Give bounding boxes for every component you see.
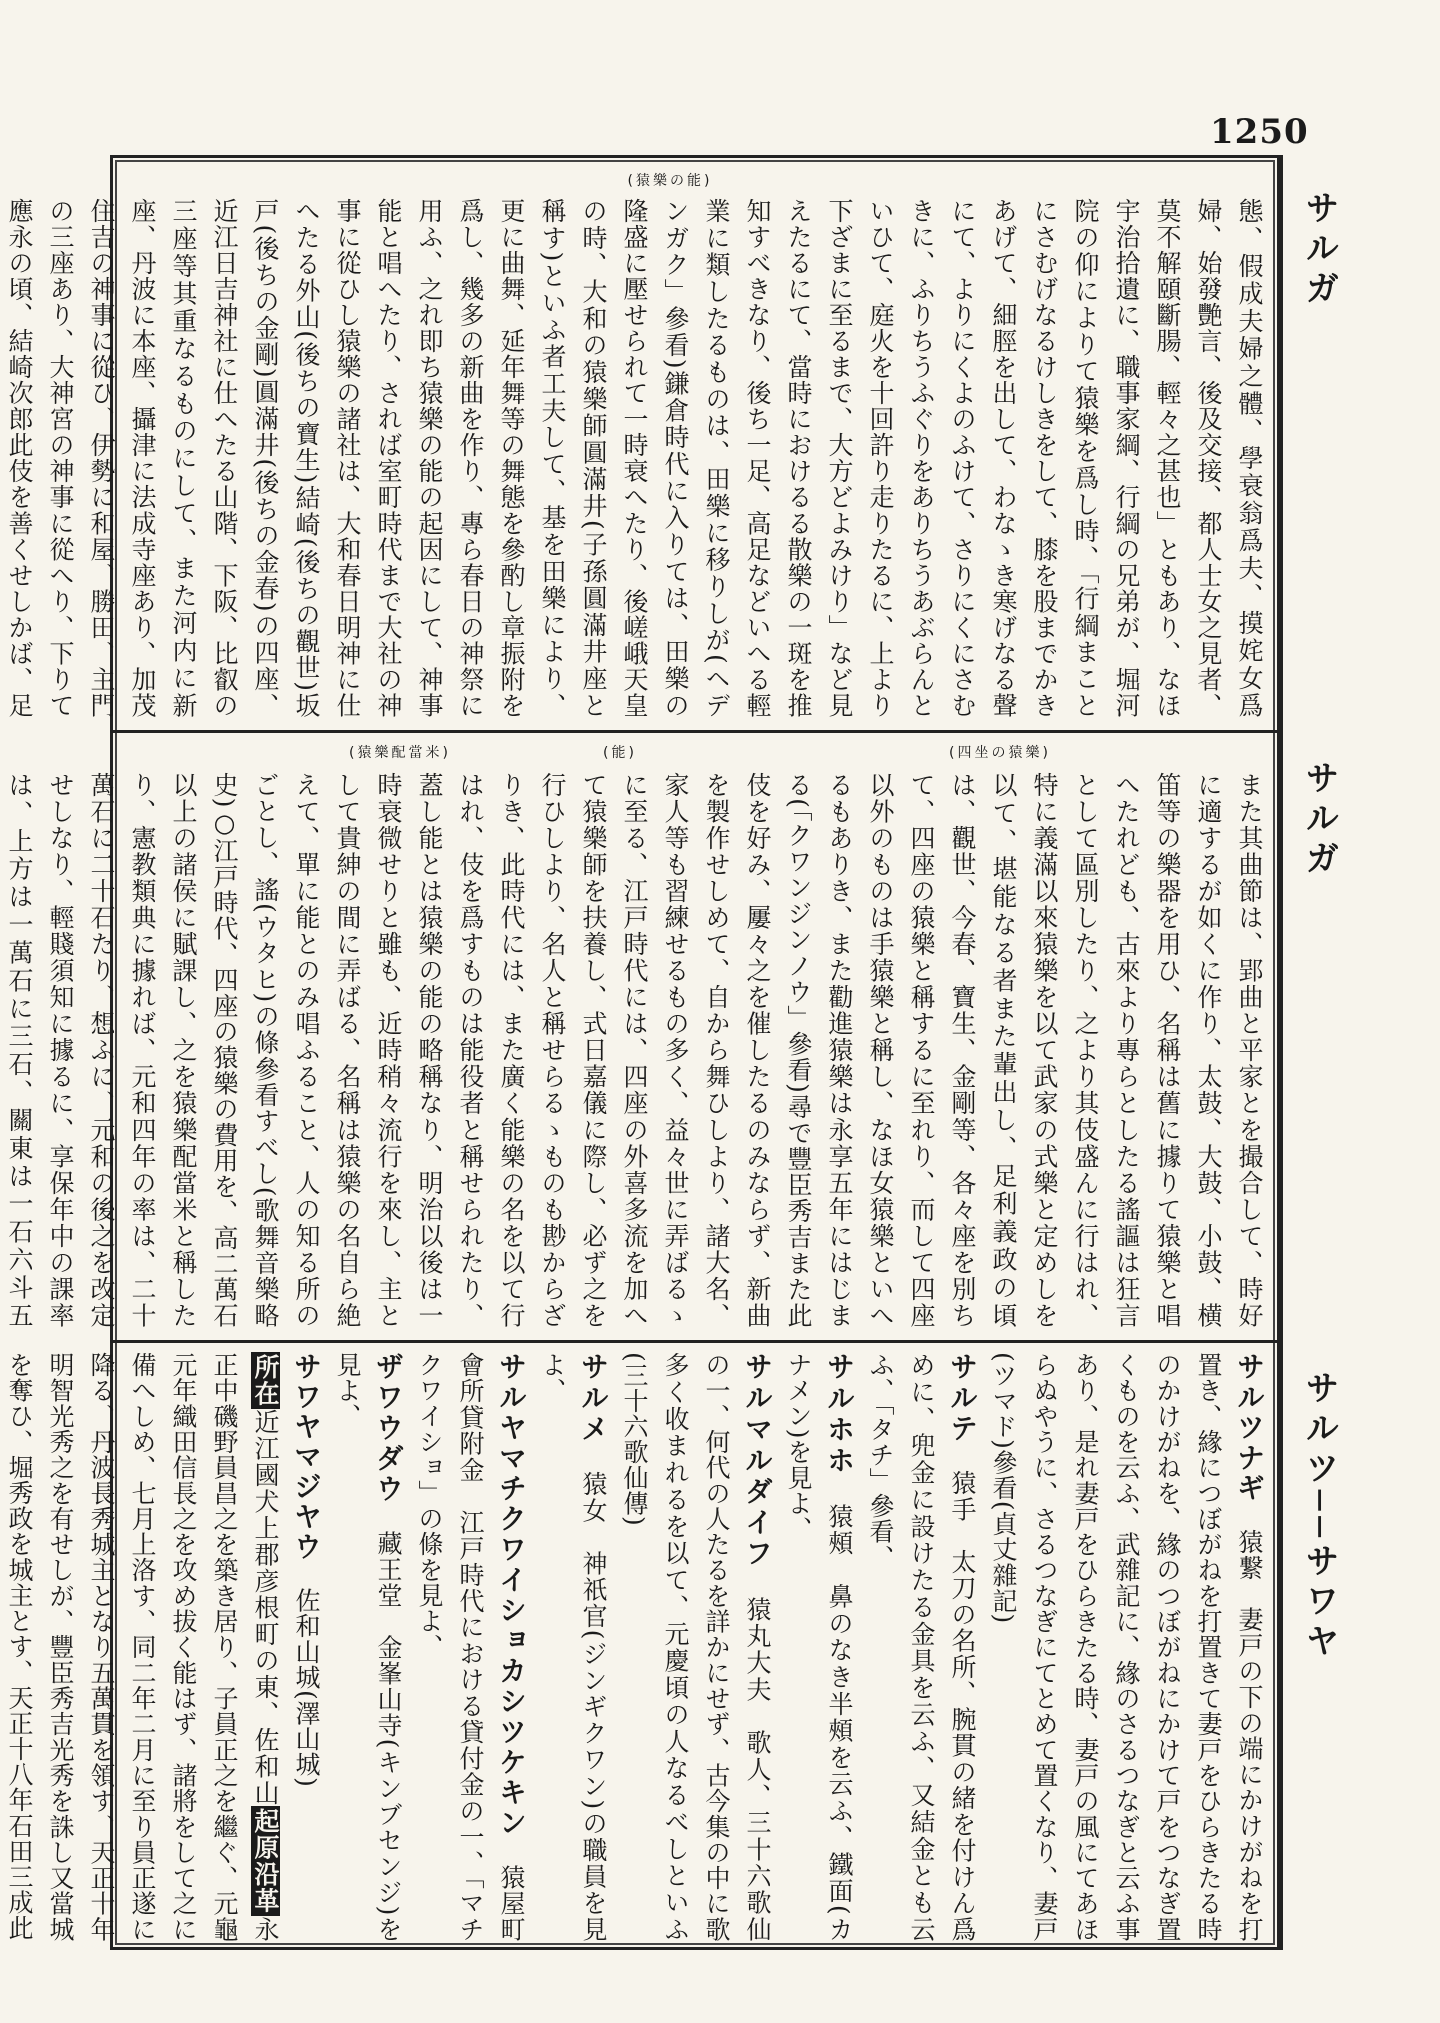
entry-text: 猿手 太刀の名所、腕貫の緒を付けん爲めに、兜金に設けたる金具を云ふ、又結金とも云ふ、「タチ」參看、 <box>866 1352 977 1942</box>
entries-column <box>5 1352 1270 1943</box>
entry-text: 近江國犬上郡彦根町の東、佐和山 <box>251 1409 280 1807</box>
entry-text: 猿頰 鼻のなき半頰を云ふ、鐵面(カナメン)を見よ、 <box>784 1352 854 1942</box>
label-location: 所在 <box>251 1354 280 1407</box>
entry-keyword: サルマルダイフ <box>741 1352 774 1570</box>
page-number: 1250 <box>1210 112 1309 152</box>
entry-keyword: サルホホ <box>823 1352 856 1477</box>
entry-zaodo <box>327 1352 409 1942</box>
section-sarugaku-noh: 態、假成夫婦之體、學衰翁爲夫、摸姹女爲婦、始發艷言、後及交接、都人士女之見者、莫不解頤斷腸、輕々之甚也」ともあり、なほ宇治拾遺に、職事家綱、行綱の兄弟が、堀河院の仰によりて猿樂を爲し時、「行綱まことにさむげなるけしきをして、膝を股までかきあげて、細脛を出して、わなゝき寒げなる聲にて、よりにくよのふけて、さりにくにさむきに、ふりちうふぐりをありちうあぶらんといひて、庭火を十回許り走りたるに、上より下ざまに至るまで、大方どよみけり」など見えたるにて、當時におけるる散樂の一斑を推知すべきなり、後ち一足、高足などいへる輕業に類したるものは、田樂に移りしが(ヘデンガク」參看)鎌倉時代に入りては、田樂の隆盛に壓せられて一時衰へたり、後嵯峨天皇の時、大和の猿樂師圓滿井(子孫圓滿井座と稱す)といふ者工夫して、基を田樂により、更に曲舞、延年舞等の舞態を參酌し章振附を爲し、幾多の新曲を作り、專ら春日の神祭に用ふ、之れ即ち猿樂の能の起因にして、神事能と唱へたり、されば室町時代まで大社の神事に從ひし猿樂の諸社は、大和春日明神に仕へたる外山(後ちの寶生)結崎(後ちの觀世)坂戸(後ちの金剛)圓滿井(後ちの金春)の四座、近江日吉神社に仕へたる山階、下阪、比叡の三座等其重なるものにして、また河内に新座、丹波に本座、攝津に法成寺座あり、加茂住吉の神事に從ひ、伊勢に和屋、勝田、主門の三座あり、大神宮の神事に從へり、下りて應永の頃、結崎次郎此伎を善くせしかば、足 <box>5 198 1264 718</box>
section-text-four-troupes: また其曲節は、郢曲と平家とを撮合して、時好に適するが如くに作り、太鼓、大鼓、小鼓、横笛等の樂器を用ひ、名稱は舊に據りて猿樂と唱へたれども、古來より專らとしたる謠謳は狂言として區別したり、之より其伎盛んに行はれ、特に義滿以來猿樂を以て武家の式樂と定めしを以て、堪能なる者また輩出し、足利義政の頃は、觀世、今春、寶生、金剛等、各々座を別ちて、四座の猿樂と稱するに至れり、而して四座以外のものは手猿樂と稱し、なほ女猿樂といへるもありき、また勸進猿樂は永享五年にはじまる(「クワンジンノウ」參看)尋で豐臣秀吉また此伎を好み、屢々之を催したるのみならず、新曲を製作せしめて、自から舞ひしより、諸大名、家人等も習練せるもの多く、 <box>661 772 1264 1328</box>
entry-text: 猿丸大夫 歌人、三十六歌仙の一、何代の人たるを詳かにせず、古今集の中に歌多く收まれるを以て、元慶頃の人なるべしといふ(三十六歌仙傳) <box>620 1352 772 1942</box>
section-title-four-troupes: (四坐の猿樂) <box>949 745 1051 761</box>
entry-saruhoho <box>778 1352 860 1942</box>
entry-text: 猿屋町會所貸附金 江戸時代における貸付金の一、「マチクワイショ」の條を見よ、 <box>415 1352 526 1942</box>
section-title-noh: (能) <box>603 745 637 761</box>
section-title-noh-sarugaku: (猿樂の能) <box>627 173 713 189</box>
entry-keyword: ザワウダウ <box>372 1352 405 1505</box>
entry-keyword: サルテ <box>946 1352 979 1444</box>
divider-lower <box>110 1340 1280 1343</box>
entry-keyword: サルメ <box>577 1352 610 1445</box>
section-title-rice-allotment: (猿樂配當米) <box>349 745 451 761</box>
running-heading-bottom: サルツ──サワヤ <box>1299 1370 1339 1663</box>
section-text-rice-allotment: ○江戸時代、四座の猿樂の費用を、高二萬石以上の諸侯に賦課し、之を猿樂配當米と稱したり、憲教類典に據れば、元和四年の率は、二十萬石に二十石たり、想ふに、元和の後之を改定せしなり、輕賤須知に據るに、享保年中の課率は、上方は一萬石に三石、關東は一石六斗五 <box>5 772 239 1328</box>
running-heading-top: サルガ <box>1299 190 1339 310</box>
entry-sawayama-jo-body <box>0 1352 286 1942</box>
entry-text: 佐和山城(澤山城) <box>292 1587 321 1788</box>
entry-sarumaru-dayu <box>614 1352 778 1942</box>
heading-rule <box>1280 155 1283 1950</box>
entry-text: 藏王堂 金峯山寺(キンブセンジ)を見よ、 <box>333 1352 403 1942</box>
entry-keyword: サルツナギ <box>1233 1352 1266 1504</box>
label-origin-history: 起原沿革 <box>251 1808 280 1915</box>
entry-text: 猿繋 妻戸の下の端にかけがねを打置き、緣につぼがねを打置きて妻戸をひらきたる時のかけがねを、緣のつぼがねにかけて戸をつなぎ置くものを云ふ、武雜記に、緣のさるつなぎと云ふ事あり、是れ妻戸をひらきたる時、妻戸の風にてあほらぬやうに、さるつなぎにてとめて置くなり、妻戸(ツマド)參看(貞丈雜記) <box>989 1352 1264 1942</box>
section-four-troupes <box>5 772 1270 1328</box>
entry-sarute <box>860 1352 983 1942</box>
entry-sawayama-jo <box>286 1352 327 1942</box>
running-heading-middle: サルガ <box>1299 760 1339 880</box>
entry-sarume <box>532 1352 614 1942</box>
section-text-noh: 益々世に弄ばるゝに至る、江戸時代には、四座の外喜多流を加へて猿樂師を扶養し、式日嘉儀に際し、必ず之を行ひしより、名人と稱せらるゝものも尠からざりき、此時代には、また廣く能樂の名を以て行はれ、伎を爲すものは能役者と稱せられたり、蓋し能とは猿樂の能の略稱なり、明治以後は一時衰微せりと雖も、近時稍々流行を來し、主として貴紳の間に弄ばる、名稱は猿樂の名自ら絶えて、單に能とのみ唱ふること、人の知る所のごとし、謠(ウタヒ)の條參看すべし(歌舞音樂略史) <box>210 772 690 1328</box>
entry-keyword: サワヤマジヤウ <box>290 1352 323 1562</box>
entry-saruyamachi-kaisho <box>409 1352 532 1942</box>
entry-saru-tsunagi <box>983 1352 1270 1942</box>
entry-keyword: サルヤマチクワイショカシツケキン <box>495 1352 528 1839</box>
divider-upper <box>110 730 1280 733</box>
entry-text: 永正中磯野員昌之を築き居り、子員正之を繼ぐ、元龜元年織田信長之を攻め拔く能はず、諸將をして之に備へしめ、七月上洛す、同二年二月に至り員正遂に降る、丹波長秀城主となり五萬貫を領す、天正十年明智光秀之を有せしが、豐臣秀吉光秀を誅し又當城を奪ひ、堀秀政を城主とす、天正十八年石田三成此 <box>5 1352 280 1943</box>
entry-text: 猿女 神祇官(ジンギクワン)の職員を見よ、 <box>538 1352 608 1943</box>
